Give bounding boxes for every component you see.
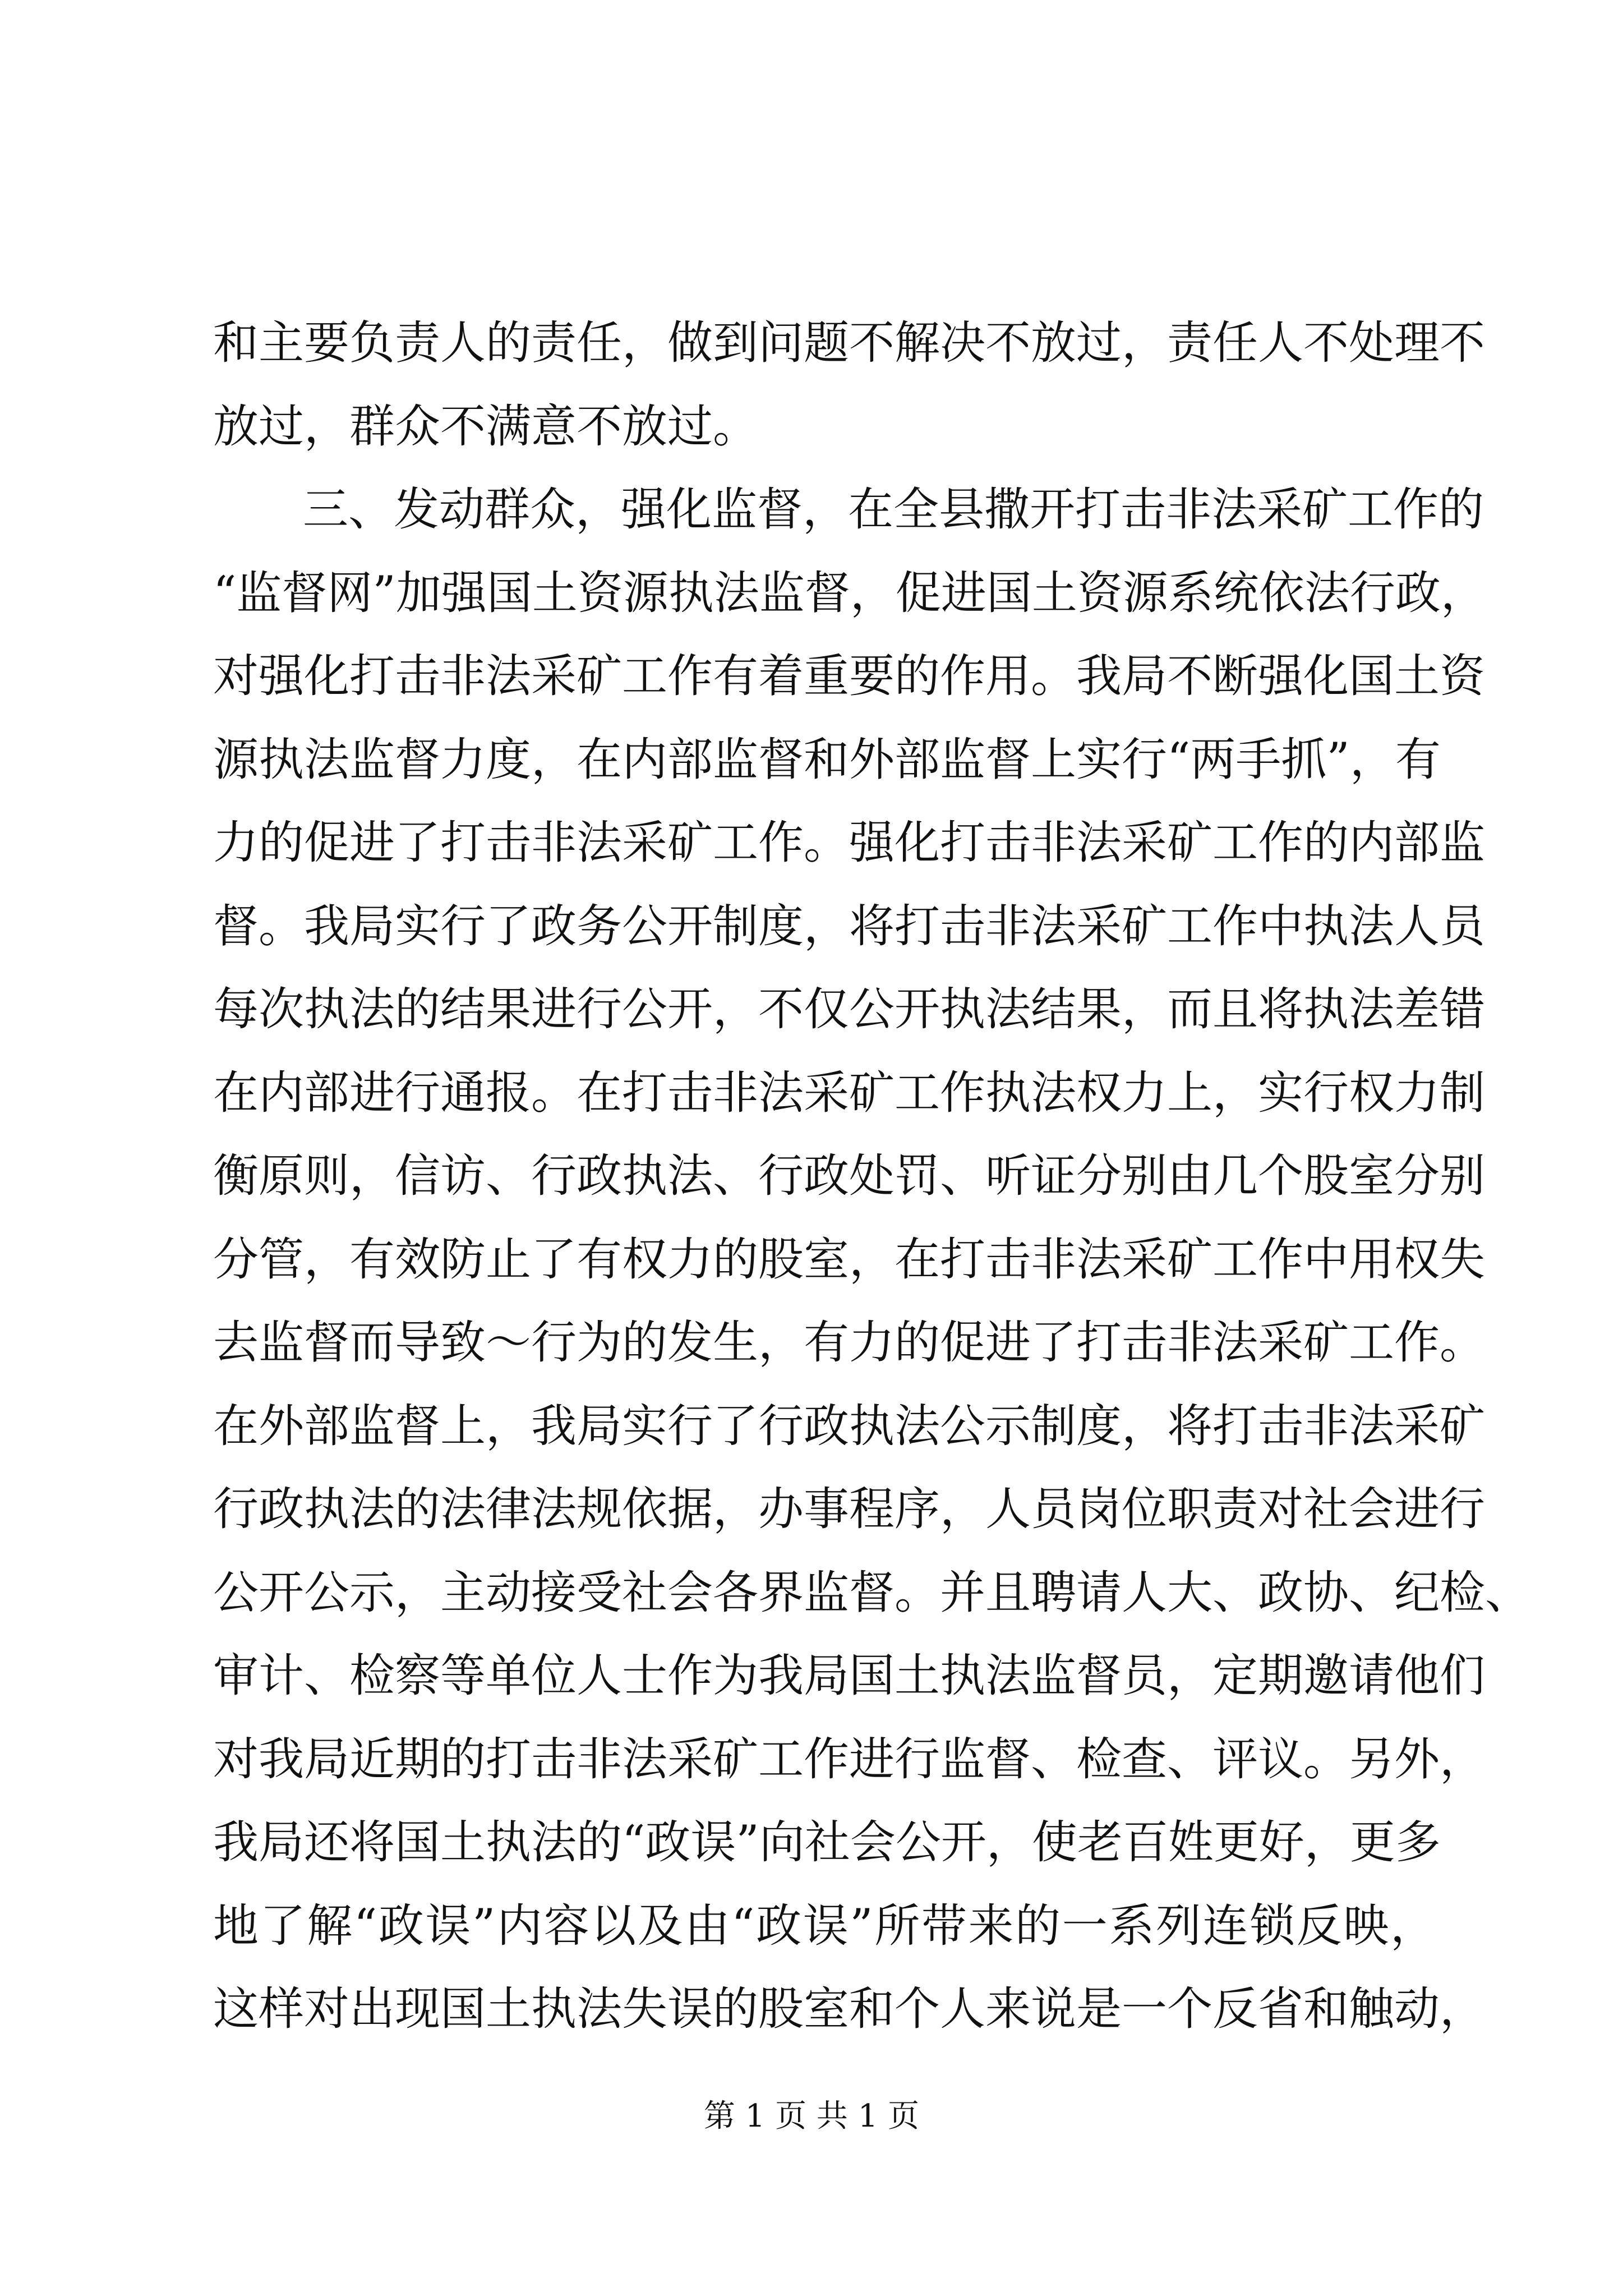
text-line: 衡原则，信访、行政执法、行政处罚、听证分别由几个股室分别 <box>213 1150 1486 1203</box>
text-line: 力的促进了打击非法采矿工作。强化打击非法采矿工作的内部监 <box>213 817 1486 869</box>
text-line: 审计、检察等单位人士作为我局国土执法监督员，定期邀请他们 <box>213 1650 1486 1703</box>
text-line: 对强化打击非法采矿工作有着重要的作用。我局不断强化国土资 <box>213 650 1486 703</box>
body-text <box>213 302 1531 2051</box>
text-line: 去监督而导致～行为的发生，有力的促进了打击非法采矿工作。 <box>213 1317 1486 1369</box>
page-number-footer: 第 1 页 共 1 页 <box>703 2098 920 2134</box>
text-line: 每次执法的结果进行公开，不仅公开执法结果，而且将执法差错 <box>213 983 1486 1036</box>
text-line: 放过，群众不满意不放过。 <box>213 400 759 453</box>
text-line: 在外部监督上，我局实行了行政执法公示制度，将打击非法采矿 <box>213 1400 1486 1453</box>
paragraph-heading-line: 三、发动群众，强化监督，在全县撒开打击非法采矿工作的 <box>303 484 1484 536</box>
text-line: 在内部进行通报。在打击非法采矿工作执法权力上，实行权力制 <box>213 1066 1486 1120</box>
text-line: 督。我局实行了政务公开制度，将打击非法采矿工作中执法人员 <box>213 900 1486 953</box>
text-line: 对我局近期的打击非法采矿工作进行监督、检查、评议。另外， <box>213 1733 1486 1786</box>
text-line: 公开公示，主动接受社会各界监督。并且聘请人大、政协、纪检、 <box>213 1566 1531 1619</box>
text-line: 和主要负责人的责任，做到问题不解决不放过，责任人不处理不 <box>213 317 1486 370</box>
text-line: 行政执法的法律法规依据，办事程序，人员岗位职责对社会进行 <box>213 1483 1486 1536</box>
text-line: 分管，有效防止了有权力的股室，在打击非法采矿工作中用权失 <box>213 1233 1486 1286</box>
text-line: 我局还将国土执法的“政误”向社会公开，使老百姓更好，更多 <box>213 1816 1441 1869</box>
text-line: 源执法监督力度，在内部监督和外部监督上实行“两手抓”，有 <box>213 733 1441 786</box>
text-line: 这样对出现国土执法失误的股室和个人来说是一个反省和触动， <box>213 1983 1486 2036</box>
text-line: 地了解“政误”内容以及由“政误”所带来的一系列连锁反映， <box>213 1899 1436 1953</box>
text-line: “监督网”加强国土资源执法监督，促进国土资源系统依法行政， <box>213 567 1486 620</box>
